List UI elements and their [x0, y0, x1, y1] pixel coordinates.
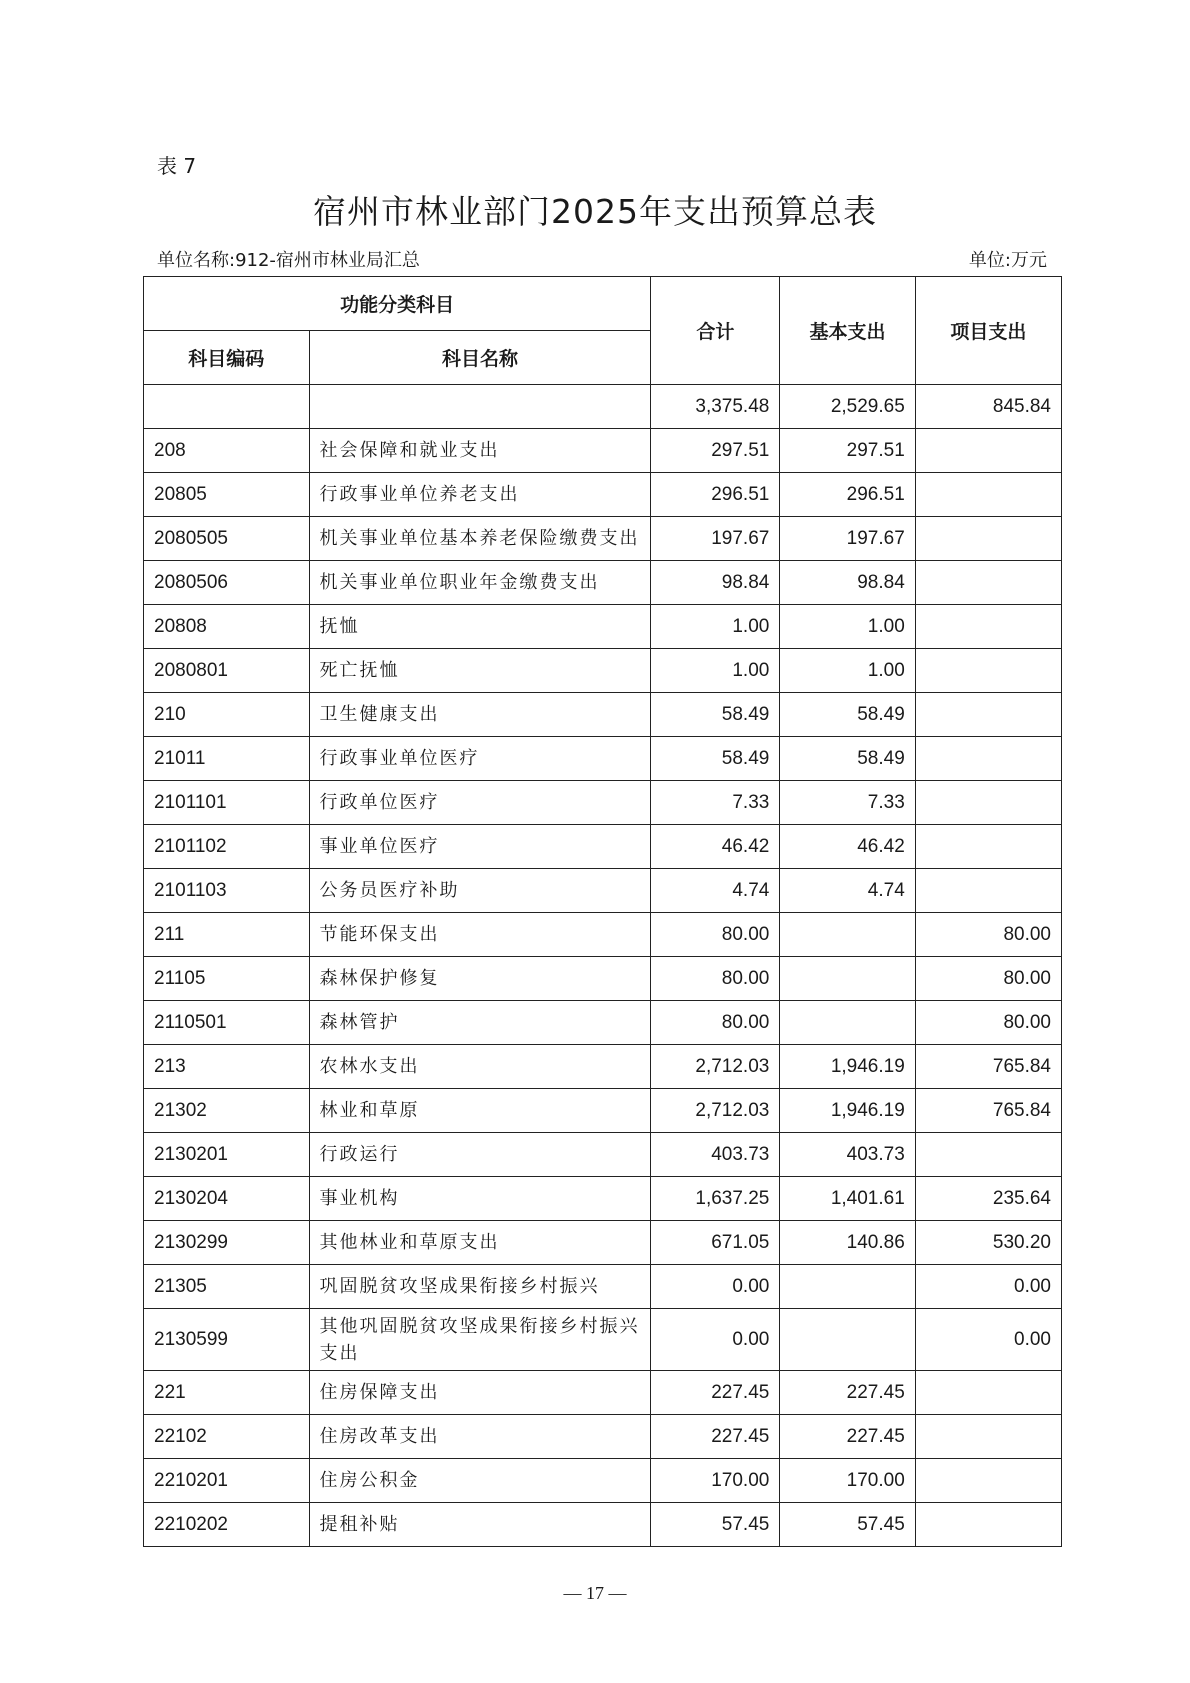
header-total: 合计	[651, 277, 780, 385]
header-subject-code: 科目编码	[144, 331, 310, 385]
subject-code-cell: 2080506	[144, 561, 310, 605]
basic-cell: 7.33	[780, 781, 915, 825]
subject-name-cell: 事业机构	[309, 1177, 651, 1221]
project-cell: 0.00	[915, 1309, 1061, 1371]
subject-name-cell: 行政单位医疗	[309, 781, 651, 825]
project-cell: 80.00	[915, 913, 1061, 957]
total-cell: 46.42	[651, 825, 780, 869]
project-cell	[915, 605, 1061, 649]
project-cell: 235.64	[915, 1177, 1061, 1221]
basic-cell: 58.49	[780, 693, 915, 737]
subject-code-cell: 2101103	[144, 869, 310, 913]
table-row	[144, 649, 1062, 693]
total-cell: 0.00	[651, 1309, 780, 1371]
total-cell: 80.00	[651, 957, 780, 1001]
project-cell	[915, 1459, 1061, 1503]
basic-cell: 227.45	[780, 1415, 915, 1459]
subject-name-cell: 住房公积金	[309, 1459, 651, 1503]
basic-cell: 1,946.19	[780, 1045, 915, 1089]
subject-code-cell: 208	[144, 429, 310, 473]
project-cell	[915, 1133, 1061, 1177]
subject-name-cell: 行政事业单位养老支出	[309, 473, 651, 517]
project-cell	[915, 1503, 1061, 1547]
total-cell: 227.45	[651, 1415, 780, 1459]
table-row	[144, 737, 1062, 781]
total-cell: 7.33	[651, 781, 780, 825]
table-row	[144, 1001, 1062, 1045]
project-cell	[915, 429, 1061, 473]
basic-cell: 1,946.19	[780, 1089, 915, 1133]
basic-cell: 1.00	[780, 605, 915, 649]
budget-table	[143, 276, 1062, 1547]
project-cell	[915, 869, 1061, 913]
basic-cell: 296.51	[780, 473, 915, 517]
header-basic-expenditure: 基本支出	[780, 277, 915, 385]
subject-name-cell: 死亡抚恤	[309, 649, 651, 693]
total-cell: 80.00	[651, 1001, 780, 1045]
total-cell: 197.67	[651, 517, 780, 561]
table-row	[144, 781, 1062, 825]
total-cell: 297.51	[651, 429, 780, 473]
project-cell	[915, 1415, 1061, 1459]
project-cell: 0.00	[915, 1265, 1061, 1309]
project-cell	[915, 693, 1061, 737]
subject-code-cell: 213	[144, 1045, 310, 1089]
total-cell: 57.45	[651, 1503, 780, 1547]
subject-name-cell: 提租补贴	[309, 1503, 651, 1547]
subject-code-cell: 21302	[144, 1089, 310, 1133]
total-cell: 98.84	[651, 561, 780, 605]
summary-name	[309, 385, 651, 429]
subject-code-cell: 22102	[144, 1415, 310, 1459]
summary-project: 845.84	[915, 385, 1061, 429]
project-cell	[915, 825, 1061, 869]
table-row	[144, 561, 1062, 605]
table-row	[144, 1371, 1062, 1415]
basic-cell: 58.49	[780, 737, 915, 781]
subject-code-cell: 20805	[144, 473, 310, 517]
page-number: — 17 —	[563, 1583, 627, 1603]
basic-cell: 4.74	[780, 869, 915, 913]
table-row	[144, 1133, 1062, 1177]
table-row	[144, 1045, 1062, 1089]
project-cell: 765.84	[915, 1089, 1061, 1133]
basic-cell	[780, 1309, 915, 1371]
subject-name-cell: 其他林业和草原支出	[309, 1221, 651, 1265]
total-cell: 170.00	[651, 1459, 780, 1503]
subject-name-cell: 公务员医疗补助	[309, 869, 651, 913]
summary-total: 3,375.48	[651, 385, 780, 429]
subject-name-cell: 事业单位医疗	[309, 825, 651, 869]
subject-code-cell: 2101101	[144, 781, 310, 825]
summary-code	[144, 385, 310, 429]
table-row	[144, 1177, 1062, 1221]
summary-basic: 2,529.65	[780, 385, 915, 429]
subject-code-cell: 20808	[144, 605, 310, 649]
unit-name: 单位名称:912-宿州市林业局汇总	[157, 250, 420, 271]
subject-name-cell: 节能环保支出	[309, 913, 651, 957]
basic-cell: 297.51	[780, 429, 915, 473]
table-row	[144, 1459, 1062, 1503]
table-row	[144, 957, 1062, 1001]
table-row	[144, 913, 1062, 957]
total-cell: 227.45	[651, 1371, 780, 1415]
total-cell: 80.00	[651, 913, 780, 957]
table-row	[144, 605, 1062, 649]
table-row	[144, 1221, 1062, 1265]
subject-name-cell: 行政事业单位医疗	[309, 737, 651, 781]
subject-name-cell: 住房保障支出	[309, 1371, 651, 1415]
subject-code-cell: 2210201	[144, 1459, 310, 1503]
total-cell: 671.05	[651, 1221, 780, 1265]
project-cell	[915, 649, 1061, 693]
project-cell	[915, 561, 1061, 605]
total-cell: 0.00	[651, 1265, 780, 1309]
header-function-category: 功能分类科目	[144, 277, 651, 331]
project-cell	[915, 473, 1061, 517]
subject-name-cell: 森林管护	[309, 1001, 651, 1045]
basic-cell	[780, 1001, 915, 1045]
project-cell: 530.20	[915, 1221, 1061, 1265]
table-row	[144, 869, 1062, 913]
basic-cell	[780, 913, 915, 957]
basic-cell	[780, 957, 915, 1001]
total-cell: 58.49	[651, 737, 780, 781]
project-cell: 765.84	[915, 1045, 1061, 1089]
subject-code-cell: 211	[144, 913, 310, 957]
basic-cell: 197.67	[780, 517, 915, 561]
subject-code-cell: 2080801	[144, 649, 310, 693]
subject-code-cell: 2080505	[144, 517, 310, 561]
subject-name-cell: 其他巩固脱贫攻坚成果衔接乡村振兴支出	[309, 1309, 651, 1371]
page-title: 宿州市林业部门2025年支出预算总表	[313, 192, 877, 231]
basic-cell: 140.86	[780, 1221, 915, 1265]
subject-name-cell: 巩固脱贫攻坚成果衔接乡村振兴	[309, 1265, 651, 1309]
subject-name-cell: 社会保障和就业支出	[309, 429, 651, 473]
summary-row	[144, 385, 1062, 429]
project-cell: 80.00	[915, 957, 1061, 1001]
basic-cell: 170.00	[780, 1459, 915, 1503]
total-cell: 2,712.03	[651, 1045, 780, 1089]
subject-code-cell: 221	[144, 1371, 310, 1415]
subject-code-cell: 2110501	[144, 1001, 310, 1045]
total-cell: 2,712.03	[651, 1089, 780, 1133]
unit-label: 单位:万元	[968, 250, 1047, 271]
basic-cell	[780, 1265, 915, 1309]
project-cell	[915, 517, 1061, 561]
subject-code-cell: 2210202	[144, 1503, 310, 1547]
total-cell: 1,637.25	[651, 1177, 780, 1221]
project-cell	[915, 781, 1061, 825]
total-cell: 403.73	[651, 1133, 780, 1177]
table-label: 表 7	[157, 154, 197, 178]
subject-name-cell: 抚恤	[309, 605, 651, 649]
subject-code-cell: 2130201	[144, 1133, 310, 1177]
total-cell: 296.51	[651, 473, 780, 517]
subject-code-cell: 2130204	[144, 1177, 310, 1221]
basic-cell: 57.45	[780, 1503, 915, 1547]
table-row	[144, 1089, 1062, 1133]
table-row	[144, 429, 1062, 473]
header-project-expenditure: 项目支出	[915, 277, 1061, 385]
subject-code-cell: 21011	[144, 737, 310, 781]
subject-code-cell: 2130599	[144, 1309, 310, 1371]
total-cell: 1.00	[651, 605, 780, 649]
table-row	[144, 473, 1062, 517]
subject-name-cell: 机关事业单位职业年金缴费支出	[309, 561, 651, 605]
subject-code-cell: 210	[144, 693, 310, 737]
subject-code-cell: 21105	[144, 957, 310, 1001]
table-row	[144, 825, 1062, 869]
table-row	[144, 1503, 1062, 1547]
subject-name-cell: 住房改革支出	[309, 1415, 651, 1459]
basic-cell: 46.42	[780, 825, 915, 869]
total-cell: 4.74	[651, 869, 780, 913]
basic-cell: 1.00	[780, 649, 915, 693]
total-cell: 1.00	[651, 649, 780, 693]
subject-name-cell: 林业和草原	[309, 1089, 651, 1133]
subject-name-cell: 卫生健康支出	[309, 693, 651, 737]
subject-name-cell: 机关事业单位基本养老保险缴费支出	[309, 517, 651, 561]
basic-cell: 98.84	[780, 561, 915, 605]
table-row	[144, 693, 1062, 737]
subject-code-cell: 21305	[144, 1265, 310, 1309]
table-row	[144, 1265, 1062, 1309]
subject-code-cell: 2101102	[144, 825, 310, 869]
project-cell	[915, 737, 1061, 781]
subject-name-cell: 森林保护修复	[309, 957, 651, 1001]
basic-cell: 227.45	[780, 1371, 915, 1415]
table-row	[144, 517, 1062, 561]
table-row	[144, 1415, 1062, 1459]
project-cell: 80.00	[915, 1001, 1061, 1045]
basic-cell: 1,401.61	[780, 1177, 915, 1221]
total-cell: 58.49	[651, 693, 780, 737]
project-cell	[915, 1371, 1061, 1415]
basic-cell: 403.73	[780, 1133, 915, 1177]
table-row	[144, 1309, 1062, 1371]
header-subject-name: 科目名称	[309, 331, 651, 385]
subject-code-cell: 2130299	[144, 1221, 310, 1265]
subject-name-cell: 农林水支出	[309, 1045, 651, 1089]
subject-name-cell: 行政运行	[309, 1133, 651, 1177]
